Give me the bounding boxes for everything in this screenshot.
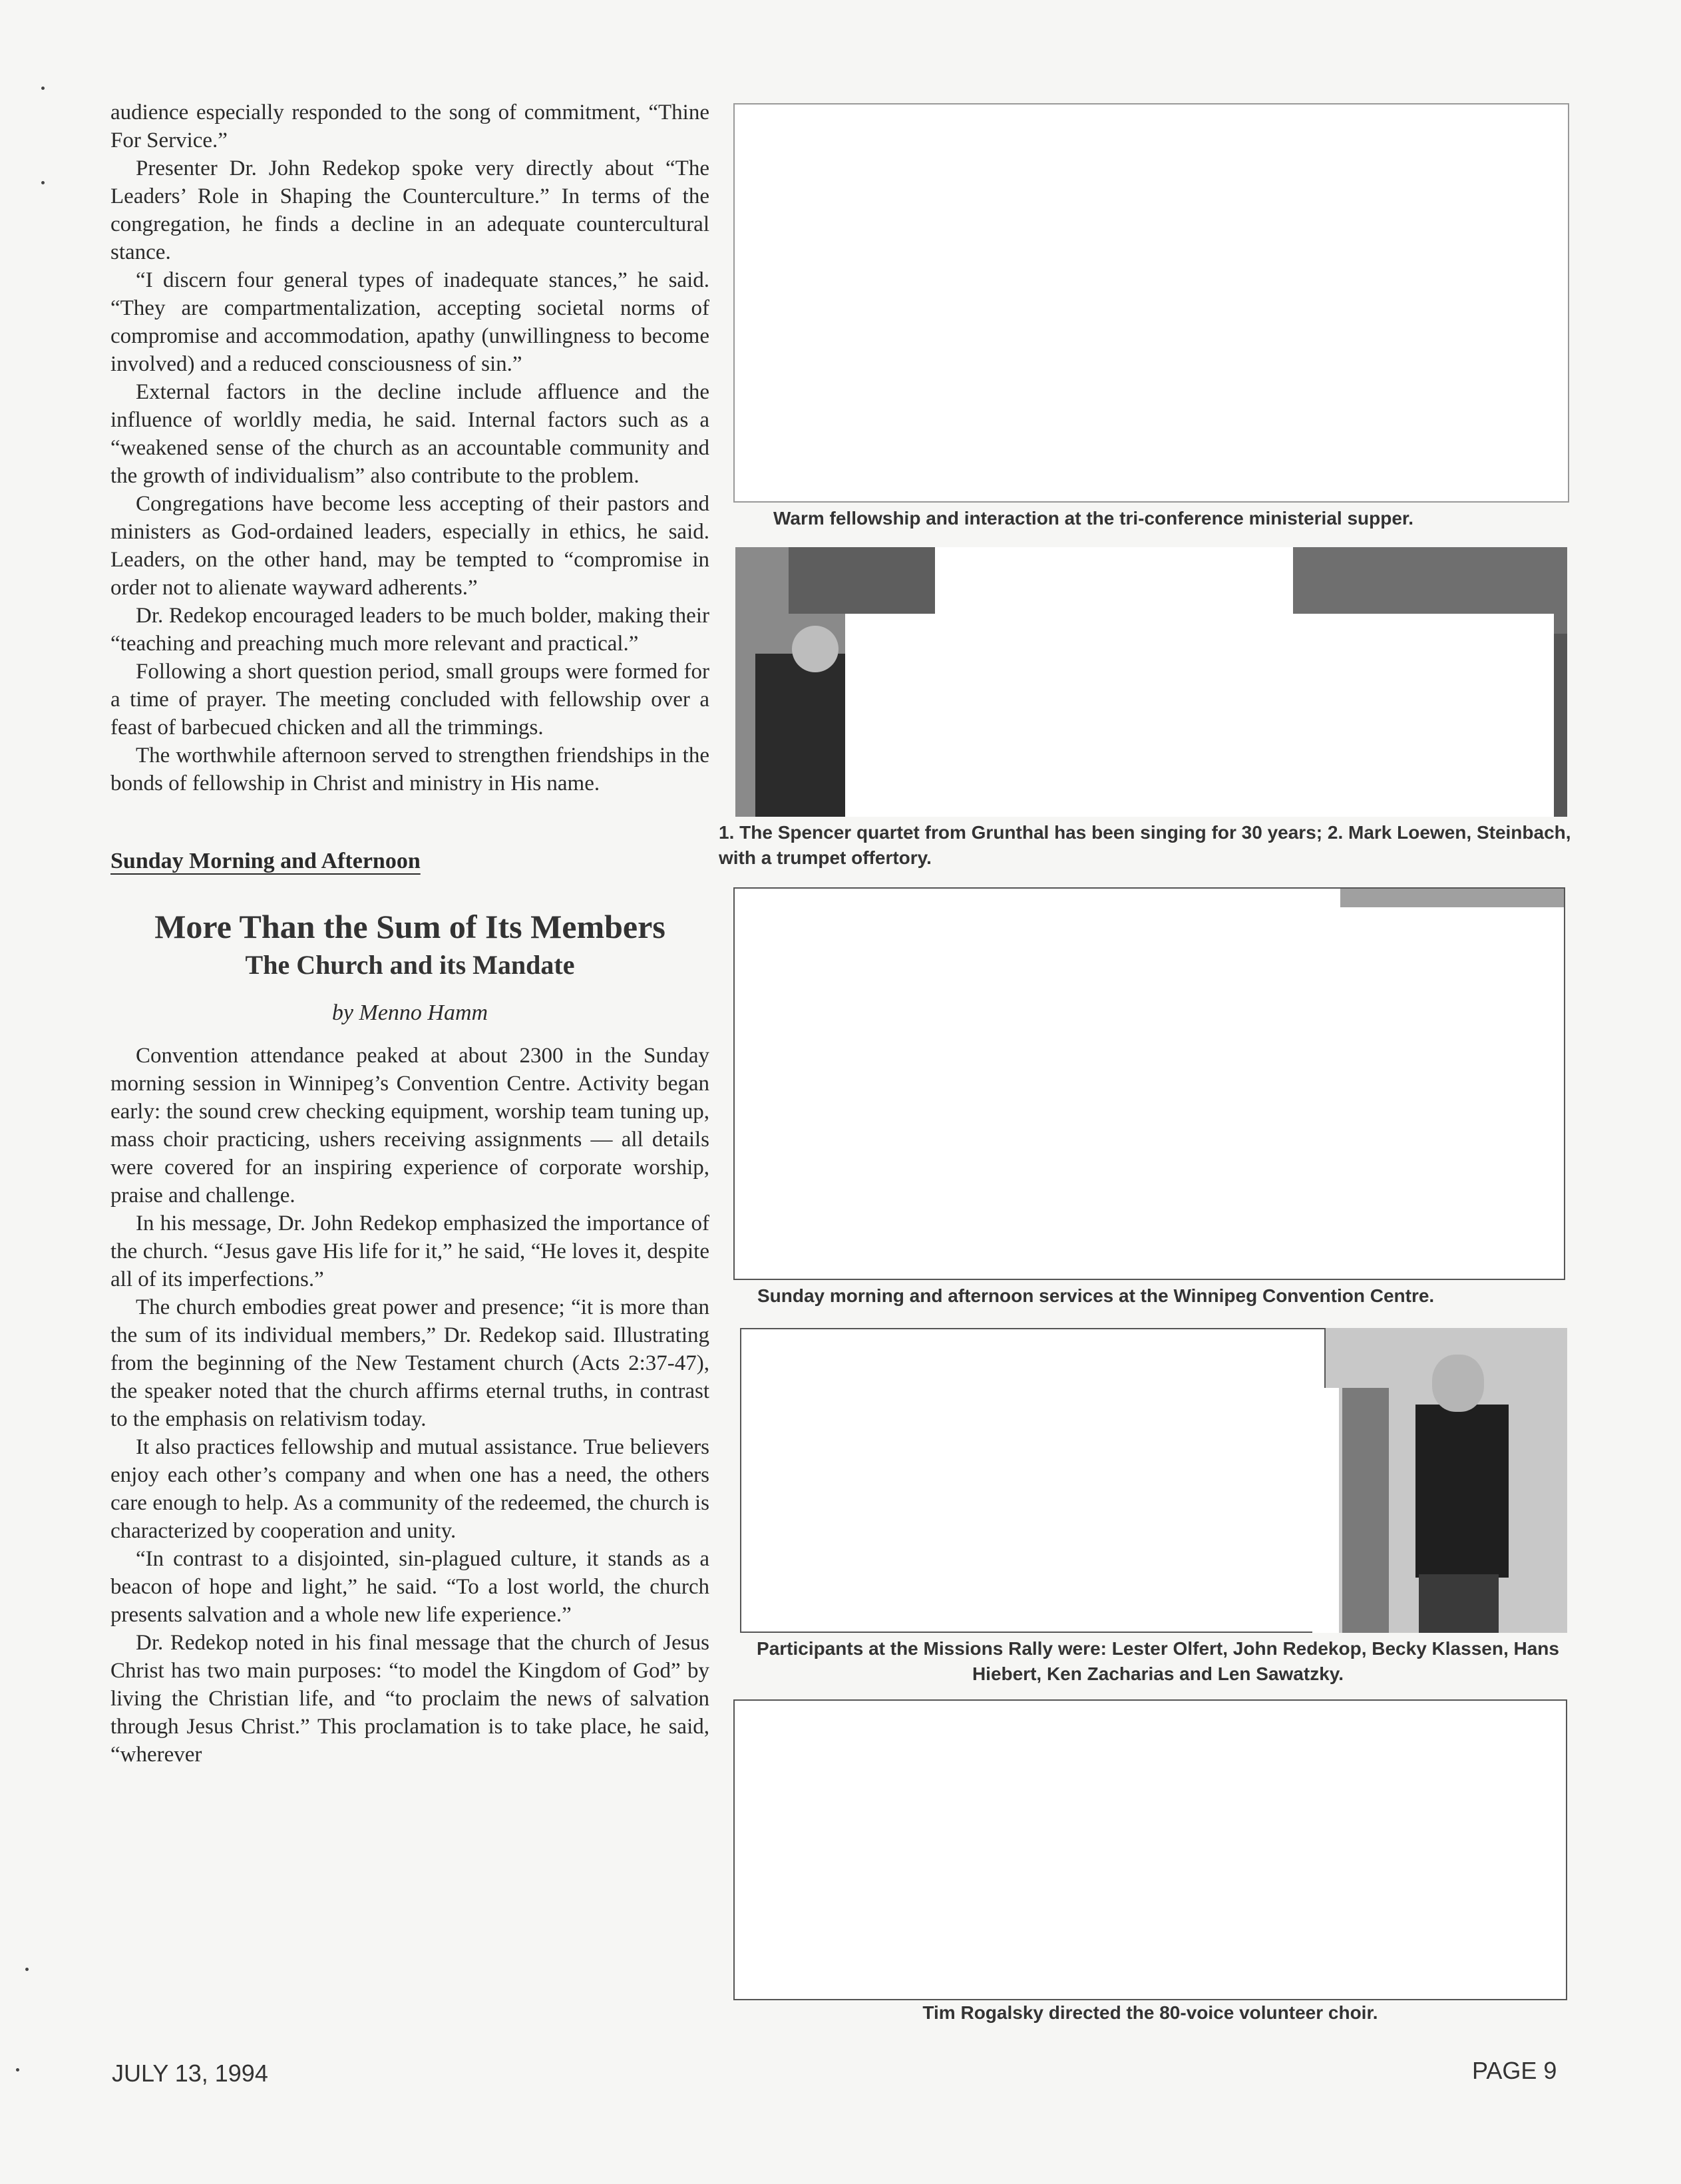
scan-speck [25,1968,29,1971]
caption-choir-director: Tim Rogalsky directed the 80-voice volunteer choir. [922,2002,1378,2023]
photo-ministerial-supper [733,103,1569,503]
photo-convention-services [733,887,1565,1280]
left-column [110,99,709,1769]
photo-choir-director [733,1699,1567,2000]
paragraph: Following a short question period, small groups were formed for a time of prayer. The meeting concluded with fellowship over a feast of barbecued chicken and all the trimmings. [110,660,709,740]
footer-page-number: PAGE 9 [1472,2057,1557,2084]
chair [1419,1574,1499,1633]
caption-convention-services: Sunday morning and afternoon services at the Winnipeg Convention Centre. [757,1285,1435,1306]
photo-quartet-trumpet [735,547,1567,817]
caption-ministerial-supper: Warm fellowship and interaction at the tri-conference ministerial supper. [773,508,1414,529]
scan-speck [41,87,45,90]
article-byline: by Menno Hamm [331,1000,488,1025]
paragraph: The worthwhile afternoon served to strengthen friendships in the bonds of fellowship in Christ and ministry in His name. [110,744,709,795]
caption-missions-rally: Participants at the Missions Rally were: Lester Olfert, John Redekop, Becky Klassen, Hans Hiebert, Ken Zacharias and Len Sawatzky. [757,1638,1559,1684]
paragraph: Dr. Redekop noted in his final message that the church of Jesus Christ has two main purposes: “to model the Kingdom of God” by living the Christian life, and “to proclaim the news of salvation through Jesus Christ.” This proclamation is to take place, he said, “wherever [110,1631,709,1767]
paragraph: External factors in the decline include affluence and the influence of worldly media, he said. Internal factors such as a “weakened sense of the church as an accountable community and the growth of individualism” also contribute to the problem. [110,380,709,488]
participant-figure [1342,1388,1389,1633]
paragraph: Dr. Redekop encouraged leaders to be much bolder, making their “teaching and preaching much more relevant and practical.” [110,604,709,656]
speaker-head [792,626,839,672]
scan-speck [16,2068,19,2072]
photo-missions-rally [740,1328,1567,1633]
paragraph: Presenter Dr. John Redekop spoke very directly about “The Leaders’ Role in Shaping the Counterculture.” In terms of the congregation, he finds a decline in an adequate countercultural stance. [110,156,709,264]
caption-quartet-trumpet: 1. The Spencer quartet from Grunthal has been singing for 30 years; 2. Mark Loewen, Steinbach, with a trumpet offertory. [719,822,1571,868]
participant-head [1432,1355,1484,1412]
paragraph: In his message, Dr. John Redekop emphasized the importance of the church. “Jesus gave His life for it,” he said, “He loves it, despite all of its imperfections.” [110,1211,709,1291]
photo-background [789,547,935,614]
section-label: Sunday Morning and Afternoon [110,849,421,873]
paragraph: audience especially responded to the song of commitment, “Thine For Service.” [110,101,709,152]
photo-background [1554,634,1567,817]
paragraph: Congregations have become less accepting of their pastors and ministers as God-ordained leaders, especially in ethics, he said. Leaders, on the other hand, may be tempted to “compromise in order not to alienate wayward adherents.” [110,492,709,600]
paragraph: Convention attendance peaked at about 2300 in the Sunday morning session in Winnipeg’s Convention Centre. Activity began early: the sound crew checking equipment, worship team tuning up, mass choir practicing, ushers receiving assignments — all details were covered for an inspiring experience of corporate worship, praise and challenge. [110,1044,709,1207]
paragraph: The church embodies great power and presence; “it is more than the sum of its individual members,” Dr. Redekop said. Illustrating from the beginning of the New Testament church (Acts 2:37-47), the speaker noted that the church affirms eternal truths, in contrast to the emphasis on relativism today. [110,1295,709,1431]
paragraph: “I discern four general types of inadequate stances,” he said. “They are compartmentalization, accepting societal norms of compromise and accommodation, apathy (unwillingness to become involved) and a reduced consciousness of sin.” [110,268,709,376]
photo-blank-area [740,1328,1326,1633]
photo-background [1340,889,1565,907]
photo-blank-area [1312,1388,1339,1633]
photo-blank-area [845,614,1554,817]
scan-speck [41,181,45,184]
footer-date: JULY 13, 1994 [112,2060,268,2087]
paragraph: “In contrast to a disjointed, sin-plagued culture, it stands as a beacon of hope and light,” he said. “To a lost world, the church presents salvation and a whole new life experience.” [110,1547,709,1627]
paragraph: It also practices fellowship and mutual assistance. True believers enjoy each other’s company and when one has a need, the others care enough to help. As a community of the redeemed, the church is characterized by cooperation and unity. [110,1435,709,1543]
participant-figure [1415,1405,1509,1578]
article-headline: More Than the Sum of Its Members [154,908,665,945]
article-subheadline: The Church and its Mandate [245,950,575,980]
